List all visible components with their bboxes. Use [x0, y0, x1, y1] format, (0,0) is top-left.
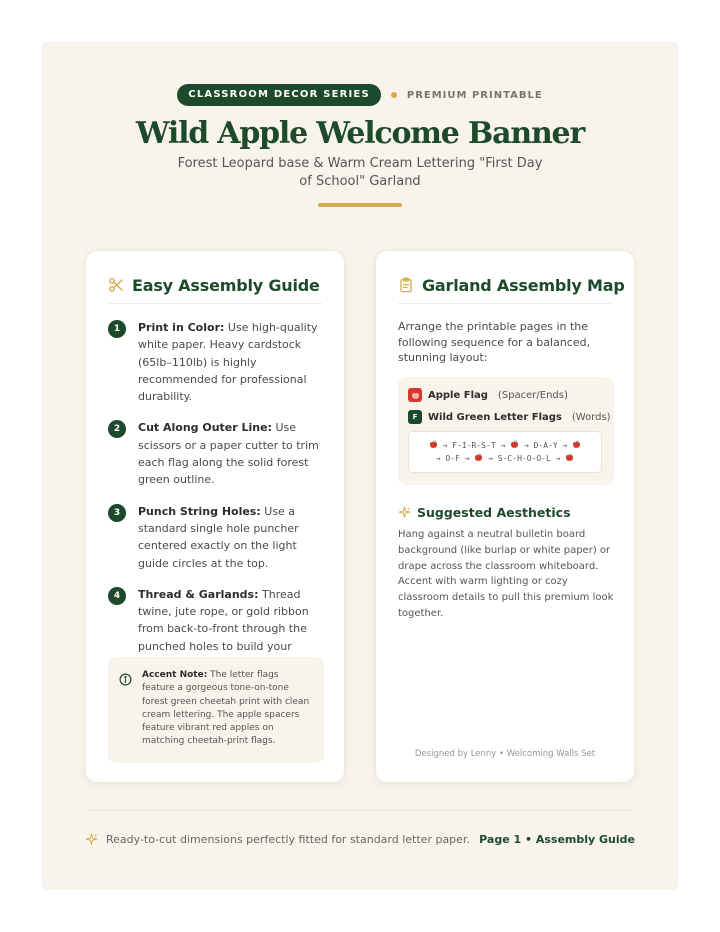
assembly-guide-header	[108, 273, 320, 297]
seq-arrow: →	[464, 454, 470, 463]
garland-map-title: Garland Assembly Map	[422, 275, 625, 295]
seq-arrow: →	[442, 441, 448, 450]
title-underline	[318, 203, 402, 207]
step-item	[108, 419, 330, 488]
seq-word: F-I-R-S-T	[452, 441, 496, 450]
step-item	[108, 503, 330, 572]
garland-map-header	[398, 273, 625, 297]
accent-note-label: Accent Note:	[142, 670, 208, 680]
premium-label: PREMIUM PRINTABLE	[406, 89, 543, 101]
accent-note-text	[142, 669, 312, 749]
badge-row	[42, 84, 678, 106]
step-number: 3	[108, 504, 126, 522]
seq-arrow: →	[500, 441, 506, 450]
scissors-icon	[108, 277, 124, 293]
step-item	[108, 319, 330, 405]
page-indicator: Page 1 • Assembly Guide	[479, 833, 635, 846]
sparkle-icon	[85, 833, 98, 846]
accent-note	[108, 657, 324, 763]
sequence-box	[408, 431, 602, 473]
aesthetics-header	[398, 505, 571, 520]
separator-dot	[391, 92, 397, 98]
garland-map	[398, 377, 614, 485]
assembly-guide-card	[85, 250, 345, 783]
step-label: Cut Along Outer Line:	[138, 421, 272, 435]
apple-icon	[565, 453, 574, 462]
accent-note-body: The letter flags feature a gorgeous tone-on-tone forest green cheetah print with clean cream lettering. The apple spacers feature vibrant red apples on matching cheetah-print flags.	[142, 670, 310, 747]
page-title: Wild Apple Welcome Banner	[135, 116, 585, 151]
garland-map-card	[375, 250, 635, 783]
seq-word: O-F	[445, 454, 460, 463]
seq-arrow: →	[562, 441, 568, 450]
legend-name: Wild Green Letter Flags	[428, 411, 562, 423]
seq-arrow: →	[488, 454, 493, 463]
seq-arrow: →	[435, 454, 441, 463]
sparkle-icon	[398, 506, 411, 519]
sequence-line-2	[409, 452, 601, 465]
clipboard-icon	[398, 277, 414, 293]
divider	[398, 303, 612, 304]
legend-name: Apple Flag	[428, 389, 488, 401]
apple-icon	[474, 453, 483, 462]
footer-note-text: Ready-to-cut dimensions perfectly fitted for standard letter paper.	[106, 833, 470, 846]
legend-letter-flags	[408, 410, 611, 424]
legend-desc: (Spacer/Ends)	[497, 389, 568, 401]
step-body: Use a standard single hole puncher centered exactly on the light guide circles at the top.	[138, 504, 299, 570]
step-number: 4	[108, 587, 126, 605]
map-intro: Arrange the printable pages in the following sequence for a balanced, stunning layout:	[398, 320, 591, 365]
step-number: 2	[108, 420, 126, 438]
seq-arrow: →	[523, 441, 529, 450]
step-text	[138, 319, 330, 405]
seq-arrow: →	[555, 454, 561, 463]
apple-icon	[510, 440, 519, 449]
apple-icon	[572, 440, 581, 449]
header	[42, 84, 678, 207]
apple-icon	[429, 440, 438, 449]
step-body: Use high-quality white paper. Heavy cardstock (65lb–110lb) is highly recommended for professional durability.	[138, 321, 318, 404]
divider	[108, 303, 322, 304]
designer-credit: Designed by Lenny • Welcoming Walls Set	[414, 749, 596, 759]
sequence-line-1	[409, 439, 601, 452]
footer-divider	[85, 810, 635, 811]
step-body: Use scissors or a paper cutter to trim each flag along the solid forest green outline.	[138, 421, 319, 487]
aesthetics-title: Suggested Aesthetics	[417, 505, 571, 520]
apple-icon	[408, 388, 422, 402]
assembly-guide-title: Easy Assembly Guide	[132, 275, 320, 295]
step-number: 1	[108, 320, 126, 338]
series-badge: CLASSROOM DECOR SERIES	[177, 84, 381, 106]
assembly-steps	[108, 319, 330, 686]
step-label: Print in Color:	[138, 321, 225, 334]
legend-desc: (Words)	[571, 411, 611, 423]
step-label: Punch String Holes:	[138, 504, 261, 518]
step-text	[138, 419, 330, 488]
info-icon	[119, 673, 132, 686]
legend-apple-flag	[408, 388, 568, 402]
step-label: Thread & Garlands:	[138, 587, 259, 601]
letter-flag-badge: F	[408, 410, 422, 424]
seq-word: D-A-Y	[533, 441, 558, 450]
footer-note	[85, 833, 470, 846]
aesthetics-text: Hang against a neutral bulletin board background (like burlap or white paper) or drape across the classroom whiteboard. Accent with warm lighting or cozy classroom details to pull this premium look together.	[398, 529, 614, 619]
document-page	[42, 42, 678, 890]
step-body: Thread twine, jute rope, or gold ribbon from back-to-front through the punched holes to build your	[138, 587, 309, 653]
seq-word: S-C-H-O-O-L	[497, 454, 551, 463]
step-text	[138, 503, 330, 572]
page-subtitle: Forest Leopard base & Warm Cream Lettering "First Day of School" Garland	[177, 156, 543, 189]
